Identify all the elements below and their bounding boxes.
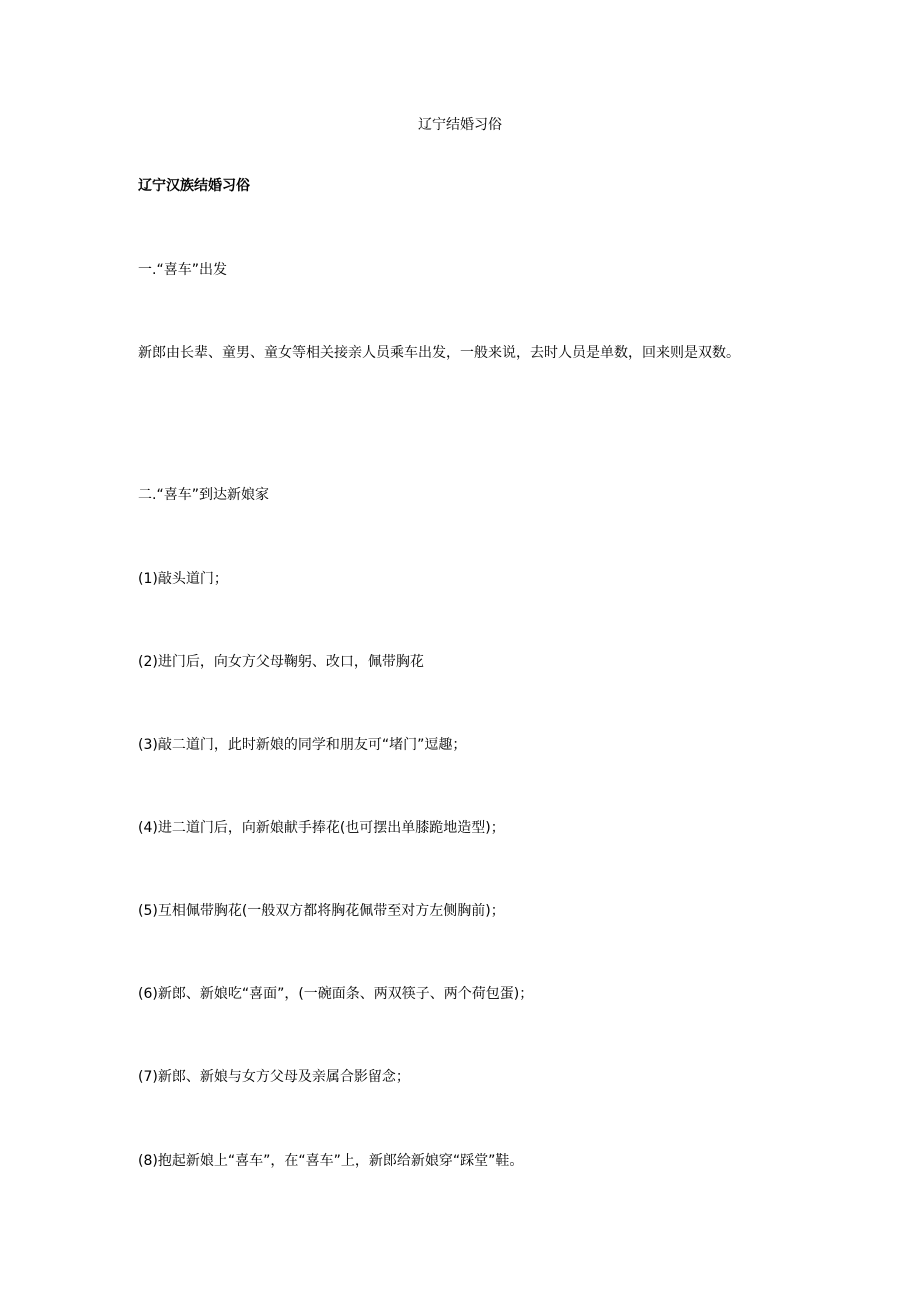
step-item: (4)进二道门后，向新娘献手捧花(也可摆出单膝跪地造型)； [138, 820, 505, 836]
section1-paragraph: 新郎由长辈、童男、童女等相关接亲人员乘车出发，一般来说，去时人员是单数，回来则是双数。 [138, 345, 740, 361]
section1-heading: 一.“喜车”出发 [138, 262, 227, 278]
step-item: (5)互相佩带胸花(一般双方都将胸花佩带至对方左侧胸前)； [138, 903, 505, 919]
step-item: (2)进门后，向女方父母鞠躬、改口，佩带胸花 [138, 654, 424, 670]
step-item: (8)抱起新娘上“喜车”，在“喜车”上，新郎给新娘穿“踩堂”鞋。 [138, 1153, 524, 1169]
section2-heading: 二.“喜车”到达新娘家 [138, 487, 269, 503]
step-item: (7)新郎、新娘与女方父母及亲属合影留念； [138, 1069, 410, 1085]
step-item: (3)敲二道门，此时新娘的同学和朋友可“堵门”逗趣； [138, 737, 467, 753]
document-title: 辽宁结婚习俗 [418, 117, 502, 133]
step-item: (6)新郎、新娘吃“喜面”，(一碗面条、两双筷子、两个荷包蛋)； [138, 986, 534, 1002]
document-subtitle: 辽宁汉族结婚习俗 [138, 178, 250, 194]
step-item: (1)敲头道门； [138, 571, 228, 587]
